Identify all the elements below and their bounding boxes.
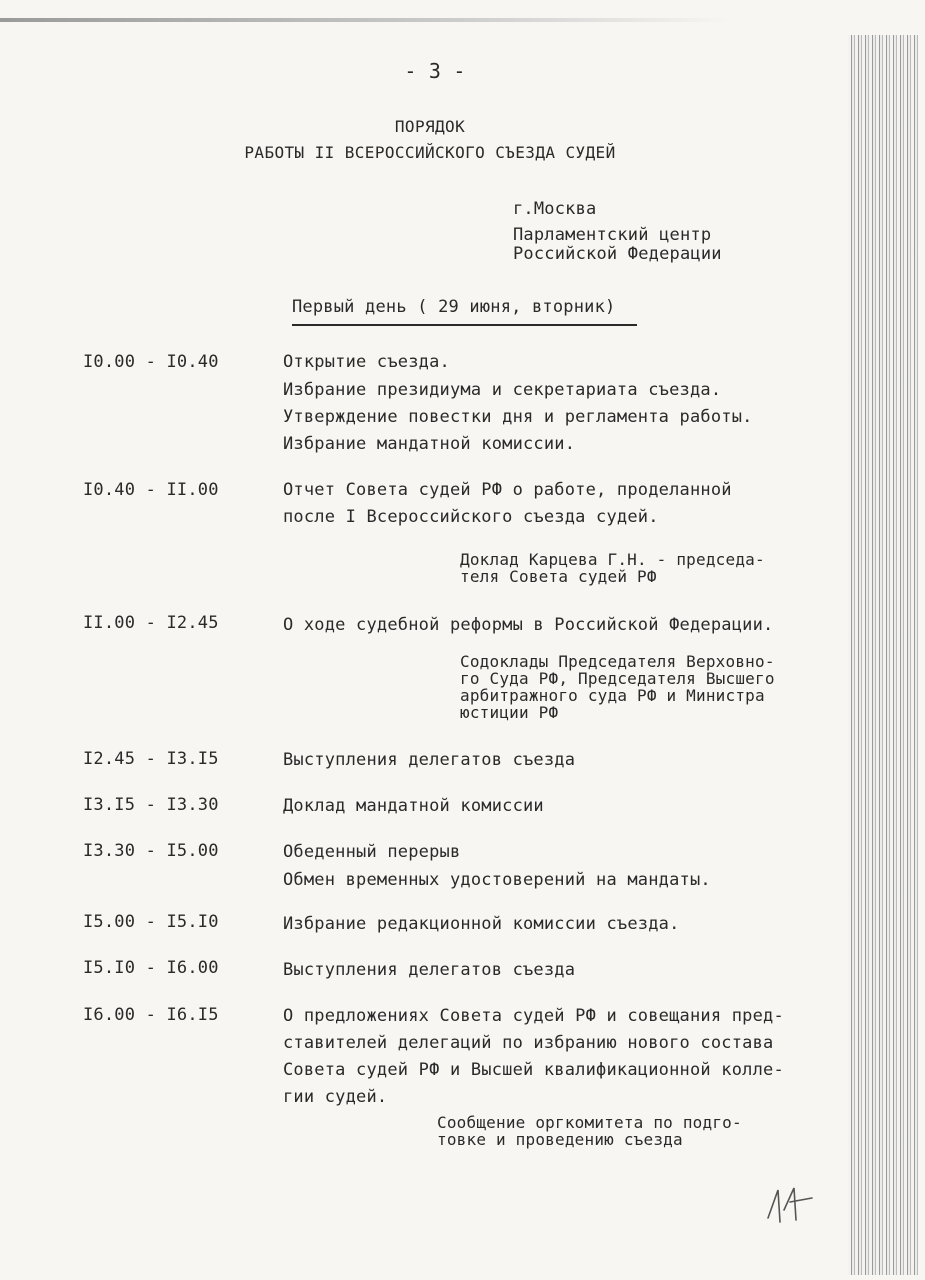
- schedule-note: теля Совета судей РФ: [460, 567, 657, 586]
- schedule-time: I3.I5 - I3.30: [83, 795, 219, 815]
- schedule-line: О предложениях Совета судей РФ и совещания пред-: [283, 1006, 784, 1026]
- schedule-line: Открытие съезда.: [283, 352, 450, 372]
- schedule-time: I3.30 - I5.00: [83, 841, 219, 861]
- schedule-time: I5.00 - I5.I0: [83, 912, 219, 932]
- schedule-line: Избрание редакционной комиссии съезда.: [283, 914, 680, 934]
- schedule-line: Доклад мандатной комиссии: [283, 796, 544, 816]
- location-venue-line-2: Российской Федерации: [513, 244, 722, 264]
- handwritten-mark-icon: [760, 1180, 830, 1230]
- schedule-line: Обеденный перерыв: [283, 842, 461, 862]
- schedule-line: О ходе судебной реформы в Российской Федерации.: [283, 615, 774, 635]
- schedule-line: Обмен временных удостоверений на мандаты.: [283, 870, 711, 890]
- document-subtitle: РАБОТЫ II ВСЕРОССИЙСКОГО СЪЕЗДА СУДЕЙ: [244, 143, 616, 162]
- schedule-line: Утверждение повестки дня и регламента работы.: [283, 407, 753, 427]
- schedule-line: Совета судей РФ и Высшей квалификационной колле-: [283, 1060, 784, 1080]
- page-edge-stack: [848, 35, 918, 1275]
- top-edge-shadow: [0, 18, 730, 22]
- schedule-line: гии судей.: [283, 1087, 388, 1107]
- schedule-note: го Суда РФ, Председателя Высшего: [460, 669, 775, 688]
- schedule-note: арбитражного суда РФ и Министра: [460, 686, 765, 705]
- schedule-line: Избрание президиума и секретариата съезда.: [283, 380, 722, 400]
- schedule-line: Выступления делегатов съезда: [283, 960, 576, 980]
- schedule-time: I0.00 - I0.40: [83, 352, 219, 372]
- schedule-line: Избрание мандатной комиссии.: [283, 434, 576, 454]
- schedule-line: Отчет Совета судей РФ о работе, проделанной: [283, 480, 732, 500]
- location-venue-line-1: Парламентский центр: [513, 225, 712, 245]
- schedule-note: Содоклады Председателя Верховно-: [460, 652, 775, 671]
- document-title: ПОРЯДОК: [394, 117, 466, 136]
- schedule-time: I5.I0 - I6.00: [83, 958, 219, 978]
- schedule-line: ставителей делегаций по избранию нового состава: [283, 1033, 774, 1053]
- schedule-time: I2.45 - I3.I5: [83, 749, 219, 769]
- schedule-time: I6.00 - I6.I5: [83, 1005, 219, 1025]
- page-number: - 3 -: [404, 59, 466, 83]
- schedule-note: Сообщение оргкомитета по подго-: [437, 1113, 742, 1132]
- schedule-note: Доклад Карцева Г.Н. - председа-: [460, 550, 765, 569]
- schedule-line: Выступления делегатов съезда: [283, 750, 576, 770]
- location-city: г.Москва: [513, 199, 597, 219]
- schedule-time: II.00 - I2.45: [83, 613, 219, 633]
- schedule-note: товке и проведению съезда: [437, 1130, 683, 1149]
- schedule-line: после I Всероссийского съезда судей.: [283, 507, 659, 527]
- schedule-time: I0.40 - II.00: [83, 480, 219, 500]
- schedule-note: юстиции РФ: [460, 703, 559, 722]
- day-header: Первый день ( 29 июня, вторник): [292, 296, 637, 326]
